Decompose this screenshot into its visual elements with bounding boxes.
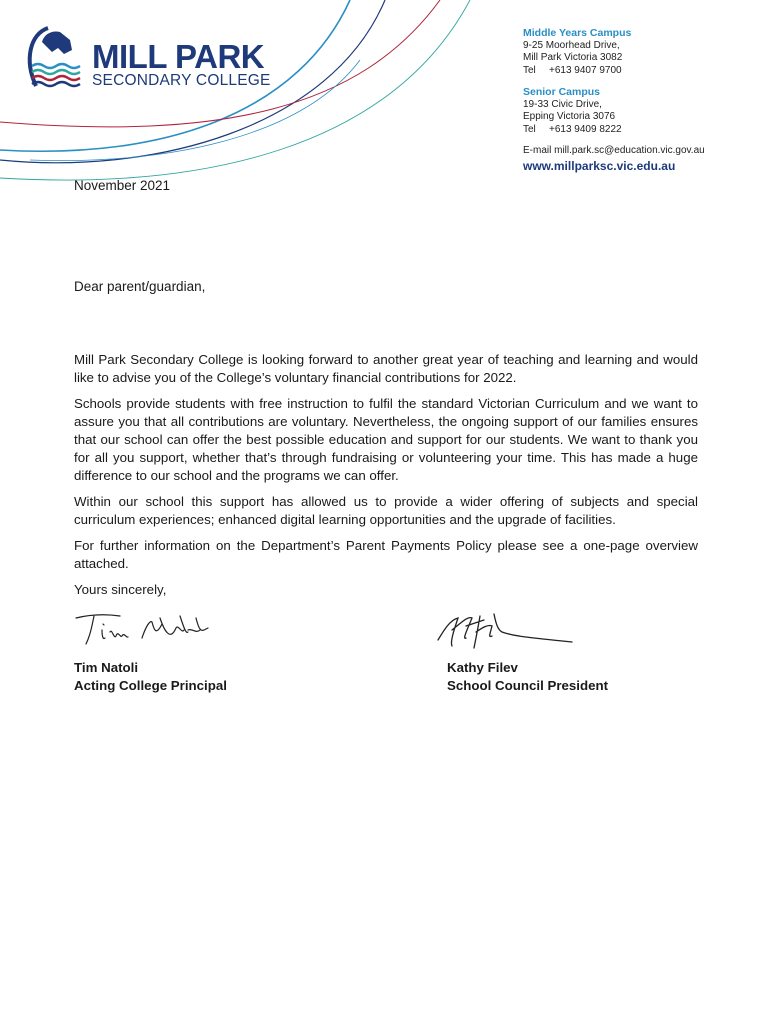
signatory-name: Tim Natoli xyxy=(74,660,139,675)
middle-campus-tel: +613 9407 9700 xyxy=(549,64,622,76)
logo-title: MILL PARK xyxy=(92,38,265,75)
senior-campus-tel-label: Tel xyxy=(523,123,536,135)
letter-body xyxy=(74,351,698,607)
letter-paragraph: Mill Park Secondary College is looking forward to another great year of teaching and learning and would like to advise you of the College’s voluntary financial contributions for 2022. xyxy=(74,352,698,385)
signatory-block-president xyxy=(447,659,608,695)
middle-campus-block xyxy=(523,27,705,77)
senior-campus-address-1: 19-33 Civic Drive, xyxy=(523,98,602,110)
president-signature xyxy=(432,606,582,656)
principal-signature xyxy=(72,608,232,650)
middle-campus-phone xyxy=(523,65,705,78)
letter-date: November 2021 xyxy=(74,178,171,193)
signatory-name: Kathy Filev xyxy=(447,660,518,675)
website-url: www.millparksc.vic.edu.au xyxy=(523,158,676,173)
signatory-title: School Council President xyxy=(447,678,609,693)
middle-campus-address-1: 9-25 Moorhead Drive, xyxy=(523,39,620,51)
logo-subtitle: SECONDARY COLLEGE xyxy=(92,72,271,89)
horse-crest-icon xyxy=(18,20,98,100)
contact-details xyxy=(523,27,705,172)
senior-campus-address-2: Epping Victoria 3076 xyxy=(523,111,616,122)
senior-campus-block xyxy=(523,86,705,136)
signatory-block-principal xyxy=(74,659,227,695)
middle-campus-address-2: Mill Park Victoria 3082 xyxy=(523,52,623,63)
signatory-title: Acting College Principal xyxy=(74,678,227,693)
letter-salutation: Dear parent/guardian, xyxy=(74,279,206,294)
middle-campus-heading: Middle Years Campus xyxy=(523,27,632,39)
senior-campus-heading: Senior Campus xyxy=(523,86,601,98)
letter-closing: Yours sincerely, xyxy=(74,582,167,597)
senior-campus-phone xyxy=(523,124,705,137)
email-address: E-mail mill.park.sc@education.vic.gov.au xyxy=(523,145,705,156)
letter-paragraph: Within our school this support has allowed us to provide a wider offering of subjects and special curriculum experiences; enhanced digital learning opportunities and the upgrade of facilities. xyxy=(74,494,698,527)
middle-campus-tel-label: Tel xyxy=(523,64,536,76)
letter-paragraph: Schools provide students with free instruction to fulfil the standard Victorian Curriculum and we want to assure you that all contributions are voluntary. Nevertheless, the ongoing support of our families ensures that our school can offer the best possible education and support for our students. We want to thank you for all you support, whether that’s through fundraising or volunteering your time. This has made a huge difference to our school and the programs we can offer. xyxy=(74,396,698,483)
senior-campus-tel: +613 9409 8222 xyxy=(549,123,622,135)
letter-paragraph: For further information on the Department’s Parent Payments Policy please see a one-page overview attached. xyxy=(74,538,698,571)
